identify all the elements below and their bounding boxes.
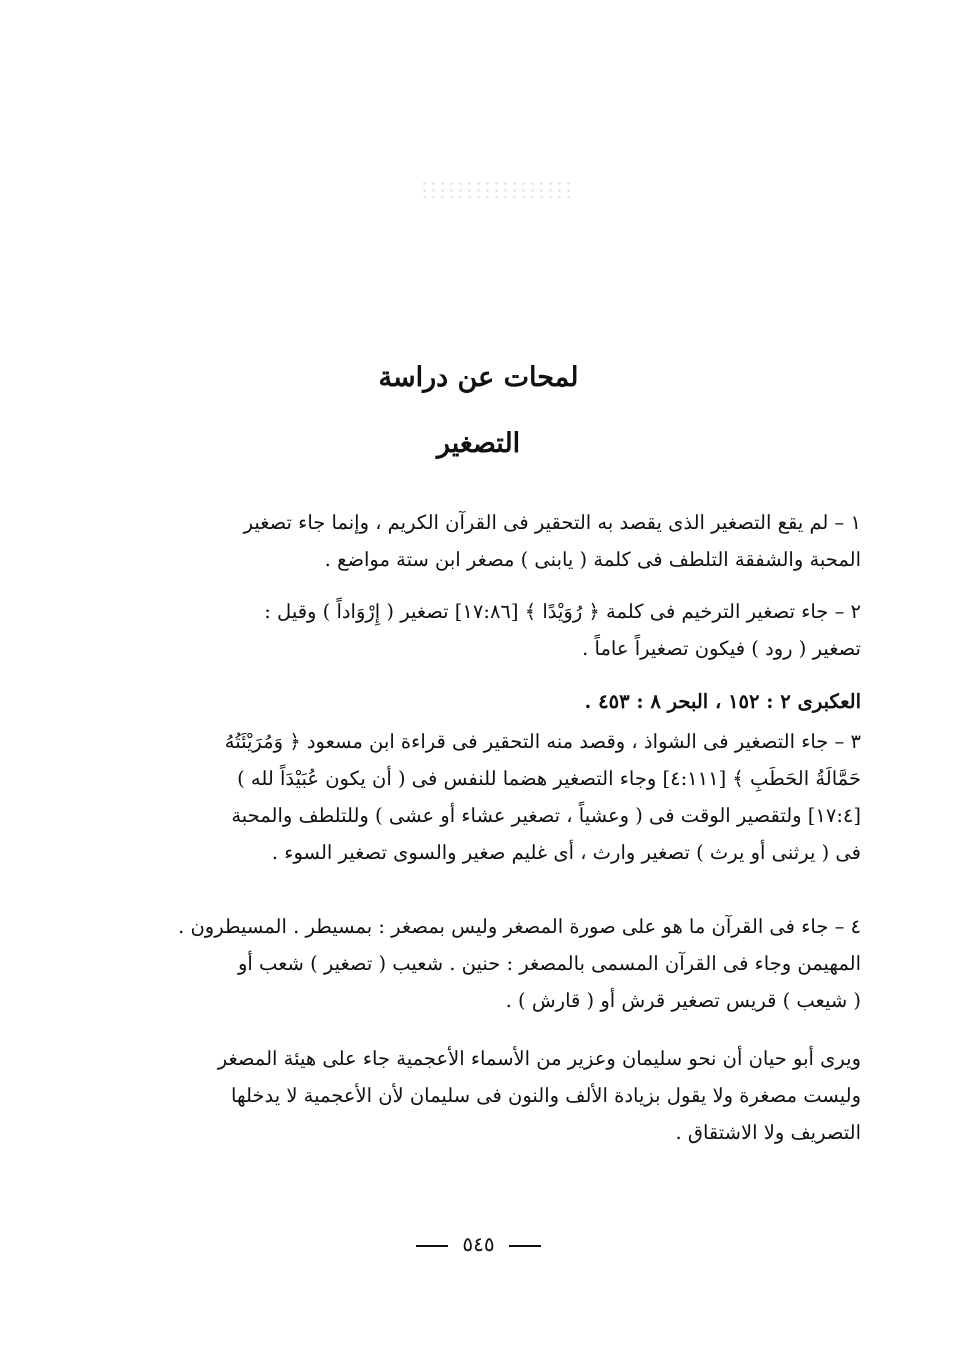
paragraph-line: ١ – لم يقع التصغير الذى يقصد به التحقير فى القرآن الكريم ، وإنما جاء تصغير [243,511,861,534]
page-number-dash-right [509,1245,541,1247]
paragraph-line: حَمَّالَةُ الحَطَبِ ﴾ [٤:١١١] وجاء التصغير هضما للنفس فى ( أن يكون عُبَيْدَاً لله ) [237,767,861,790]
paragraph-5 [141,1040,861,1151]
page-number [0,1232,957,1256]
paragraph-line: ٣ – جاء التصغير فى الشواذ ، وقصد منه التحقير فى قراءة ابن مسعود ﴿ وَمُرَيْئَتُهُ [224,730,861,753]
paragraph-line: المحبة والشفقة التلطف فى كلمة ( يابنى ) مصغر ابن ستة مواضع . [324,548,861,571]
paragraph-line: المهيمن وجاء فى القرآن المسمى بالمصغر : حنين . شعيب ( تصغير ) شعب أو [237,952,861,975]
paragraph-line: تصغير ( رود ) فيكون تصغيراً عاماً . [582,637,861,660]
paragraph-line: وليست مصغرة ولا يقول بزيادة الألف والنون فى سليمان لأن الأعجمية لا يدخلها [231,1084,861,1107]
paragraph-2 [141,593,861,667]
page-number-dash-left [416,1245,448,1247]
paragraph-4 [141,908,861,1019]
paragraph-1 [141,504,861,578]
paragraph-line: ( شيعب ) قريس تصغير قرش أو ( قارش ) . [505,989,861,1012]
paragraph-line: التصريف ولا الاشتقاق . [675,1121,861,1144]
paragraph-line: ٤ – جاء فى القرآن ما هو على صورة المصغر وليس بمصغر : بمسيطر . المسيطرون . [178,915,861,938]
reference-citation: العكبرى ٢ : ١٥٢ ، البحر ٨ : ٤٥٣ . [584,690,861,713]
paragraph-line: [١٧:٤] ولتقصير الوقت فى ( وعشياً ، تصغير عشاء أو عشى ) وللتلطف والمحبة [231,804,861,827]
page-title-line2: التصغير [436,428,521,459]
paragraph-3 [141,723,861,871]
page-number-value: ٥٤٥ [462,1232,495,1256]
page-title-line1: لمحات عن دراسة [378,362,579,393]
paragraph-line: فى ( يرثنى أو يرث ) تصغير وارث ، أى غليم صغير والسوى تصغير السوء . [271,841,861,864]
scan-speckle [420,180,570,198]
paragraph-line: ويرى أبو حيان أن نحو سليمان وعزير من الأسماء الأعجمية جاء على هيئة المصغر [217,1047,861,1070]
paragraph-line: ٢ – جاء تصغير الترخيم فى كلمة ﴿ رُوَيْدًا ﴾ [١٧:٨٦] تصغير ( إِرْوَاداً ) وقيل : [264,600,861,623]
